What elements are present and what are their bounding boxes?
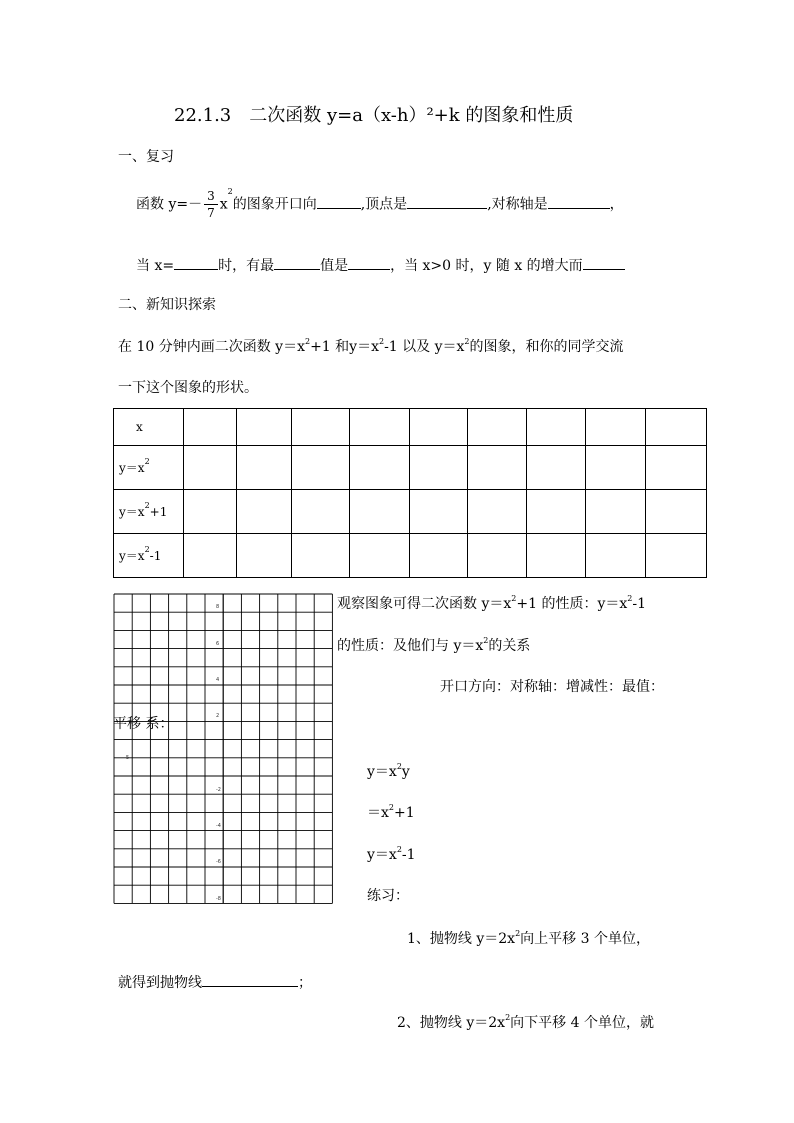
table-cell[interactable] — [349, 445, 409, 489]
answer-blank[interactable] — [202, 974, 298, 987]
table-cell[interactable] — [409, 445, 468, 489]
row-label-text: x — [136, 419, 143, 434]
table-cell[interactable] — [409, 409, 468, 446]
exponent: 2 — [464, 337, 470, 346]
review-var: x — [219, 196, 228, 213]
exponent: 2 — [511, 594, 517, 603]
table-cell[interactable] — [586, 533, 646, 577]
grid-axis-label: 6 — [216, 641, 220, 647]
explore-paragraph-2: 一下这个图象的形状。 — [118, 380, 258, 396]
exponent: 2 — [396, 762, 402, 771]
table-cell[interactable] — [468, 489, 527, 533]
exponent: 2 — [483, 636, 489, 645]
table-cell[interactable] — [291, 445, 349, 489]
table-cell[interactable] — [646, 489, 707, 533]
review-value-text: 值是 — [320, 258, 349, 274]
table-cell[interactable] — [527, 489, 586, 533]
grid-axis-label: -8 — [216, 896, 221, 902]
exponent: 2 — [627, 594, 633, 603]
exponent: 2 — [144, 456, 150, 466]
exponent: 2 — [144, 544, 150, 554]
observe-properties: 开口方向：对称轴：增减性：最值： — [440, 679, 664, 695]
equation-text: y＝x — [367, 847, 397, 863]
table-cell[interactable] — [291, 533, 349, 577]
practice-question-2 — [397, 1013, 654, 1031]
grid-axis-label: 4 — [216, 677, 220, 683]
table-cell[interactable] — [291, 489, 349, 533]
exponent: 2 — [227, 187, 233, 196]
table-cell[interactable] — [349, 533, 409, 577]
explore-text-d: 的图象，和你的同学交流 — [469, 339, 624, 355]
table-row — [114, 445, 707, 489]
practice-heading: 练习： — [367, 888, 409, 904]
equation-suffix: y — [401, 764, 410, 780]
equation-2 — [367, 803, 415, 821]
row-label-suffix: -1 — [149, 548, 162, 563]
exponent: 2 — [378, 337, 385, 346]
practice-question-1-cont — [118, 974, 312, 990]
exponent: 2 — [515, 929, 521, 938]
row-label-suffix: +1 — [149, 504, 168, 519]
table-cell[interactable] — [183, 533, 236, 577]
equation-text: ＝x — [367, 805, 389, 821]
equation-3 — [367, 845, 416, 863]
review-extreme-text: 时，有最 — [218, 258, 275, 274]
review-vertex-text: ,顶点是 — [360, 196, 408, 213]
observe-text-e: 的关系 — [488, 638, 531, 654]
exponent: 2 — [396, 845, 402, 854]
row-label-text: y＝x — [119, 460, 145, 475]
fraction-denominator: 7 — [207, 206, 215, 220]
question-text: 就得到抛物线 — [118, 975, 202, 991]
review-line-1 — [136, 187, 624, 220]
section-explore-heading: 二、新知识探索 — [118, 297, 216, 313]
question-end: ； — [298, 975, 312, 991]
review-axis-text: ,对称轴是 — [487, 196, 548, 213]
observe-text-a: 观察图象可得二次函数 y＝x — [337, 596, 512, 612]
blank-max-min[interactable] — [274, 257, 320, 270]
table-cell[interactable] — [646, 445, 707, 489]
section-review-heading: 一、复习 — [118, 149, 174, 165]
grid-axis-label: -4 — [216, 823, 221, 829]
grid-axis-label: 5 — [126, 755, 130, 761]
practice-question-1 — [407, 929, 650, 947]
grid-axis-label: -6 — [216, 859, 221, 865]
observe-text-d: 的性质：及他们与 y＝x — [337, 638, 484, 654]
fraction — [204, 190, 218, 219]
blank-opening[interactable] — [317, 196, 361, 209]
table-cell[interactable] — [236, 533, 291, 577]
grid-axis-label: 8 — [216, 604, 220, 610]
question-text-rest: 向下平移 4 个单位，就 — [510, 1015, 654, 1031]
observe-line-1 — [337, 594, 646, 612]
explore-text-a: 在 10 分钟内画二次函数 y＝x — [118, 339, 305, 355]
equation-suffix: +1 — [394, 805, 415, 821]
table-row — [114, 409, 707, 446]
equation-text: y＝x — [367, 764, 397, 780]
question-text: 1、抛物线 y＝2x — [407, 931, 516, 947]
explore-paragraph-1 — [118, 337, 624, 355]
table-cell[interactable] — [183, 445, 236, 489]
table-cell[interactable] — [183, 409, 236, 446]
explore-text-c: -1 以及 y＝x — [384, 339, 465, 355]
table-cell[interactable] — [527, 409, 586, 446]
table-cell[interactable] — [468, 533, 527, 577]
table-cell[interactable] — [468, 445, 527, 489]
observe-line-2 — [337, 636, 531, 654]
grid-axis-label: -2 — [216, 787, 221, 793]
table-cell[interactable] — [409, 533, 468, 577]
review-when-x: 当 x= — [136, 258, 175, 274]
row-label-text: y＝x — [119, 548, 145, 563]
table-cell[interactable] — [349, 409, 409, 446]
table-cell[interactable] — [409, 489, 468, 533]
blank-trend[interactable] — [583, 257, 625, 270]
review-line-2 — [136, 257, 625, 273]
review-function-label: 函数 y=－ — [136, 196, 203, 213]
page-title: 22.1.3 二次函数 y=a（x-h）²+k 的图象和性质 — [174, 105, 574, 126]
observe-translation: 平移 系： — [113, 716, 174, 732]
grid-axis-label: 2 — [216, 713, 220, 719]
table-cell[interactable] — [527, 533, 586, 577]
table-cell[interactable] — [527, 445, 586, 489]
blank-x-value[interactable] — [174, 257, 218, 270]
blank-vertex[interactable] — [407, 196, 487, 209]
exponent: 2 — [505, 1013, 511, 1022]
table-cell[interactable] — [646, 533, 707, 577]
coordinate-grid[interactable] — [112, 592, 334, 910]
exponent: 2 — [388, 803, 394, 812]
review-trend-text: ，当 x>0 时，y 随 x 的增大而 — [390, 258, 583, 274]
row-label-y-x2-plus-1 — [114, 489, 184, 533]
table-cell[interactable] — [183, 489, 236, 533]
row-label-y-x2-minus-1 — [114, 533, 184, 577]
question-text-rest: 向上平移 3 个单位， — [520, 931, 650, 947]
review-opening-text: 的图象开口向 — [232, 196, 317, 213]
table-row — [114, 533, 707, 577]
exponent: 2 — [144, 500, 150, 510]
table-cell[interactable] — [349, 489, 409, 533]
value-table — [113, 408, 707, 578]
table-cell[interactable] — [586, 409, 646, 446]
row-label-text: y＝x — [119, 504, 145, 519]
fraction-numerator: 3 — [204, 190, 218, 205]
question-text: 2、抛物线 y＝2x — [397, 1015, 506, 1031]
observe-text-c: -1 — [632, 596, 646, 612]
table-cell[interactable] — [586, 489, 646, 533]
row-label-y-x2 — [114, 445, 184, 489]
table-cell[interactable] — [291, 409, 349, 446]
exponent: 2 — [304, 337, 311, 346]
equation-suffix: -1 — [401, 847, 416, 863]
table-cell[interactable] — [646, 409, 707, 446]
table-cell[interactable] — [468, 409, 527, 446]
explore-text-b: +1 和y＝x — [310, 339, 379, 355]
review-line1-end: ， — [609, 196, 624, 213]
table-cell[interactable] — [236, 489, 291, 533]
table-row — [114, 489, 707, 533]
blank-value[interactable] — [348, 257, 390, 270]
table-cell[interactable] — [586, 445, 646, 489]
table-cell[interactable] — [236, 445, 291, 489]
blank-axis[interactable] — [548, 196, 610, 209]
row-label-x — [114, 409, 184, 446]
table-cell[interactable] — [236, 409, 291, 446]
equation-1 — [367, 762, 410, 780]
observe-text-b: +1 的性质：y＝x — [516, 596, 628, 612]
